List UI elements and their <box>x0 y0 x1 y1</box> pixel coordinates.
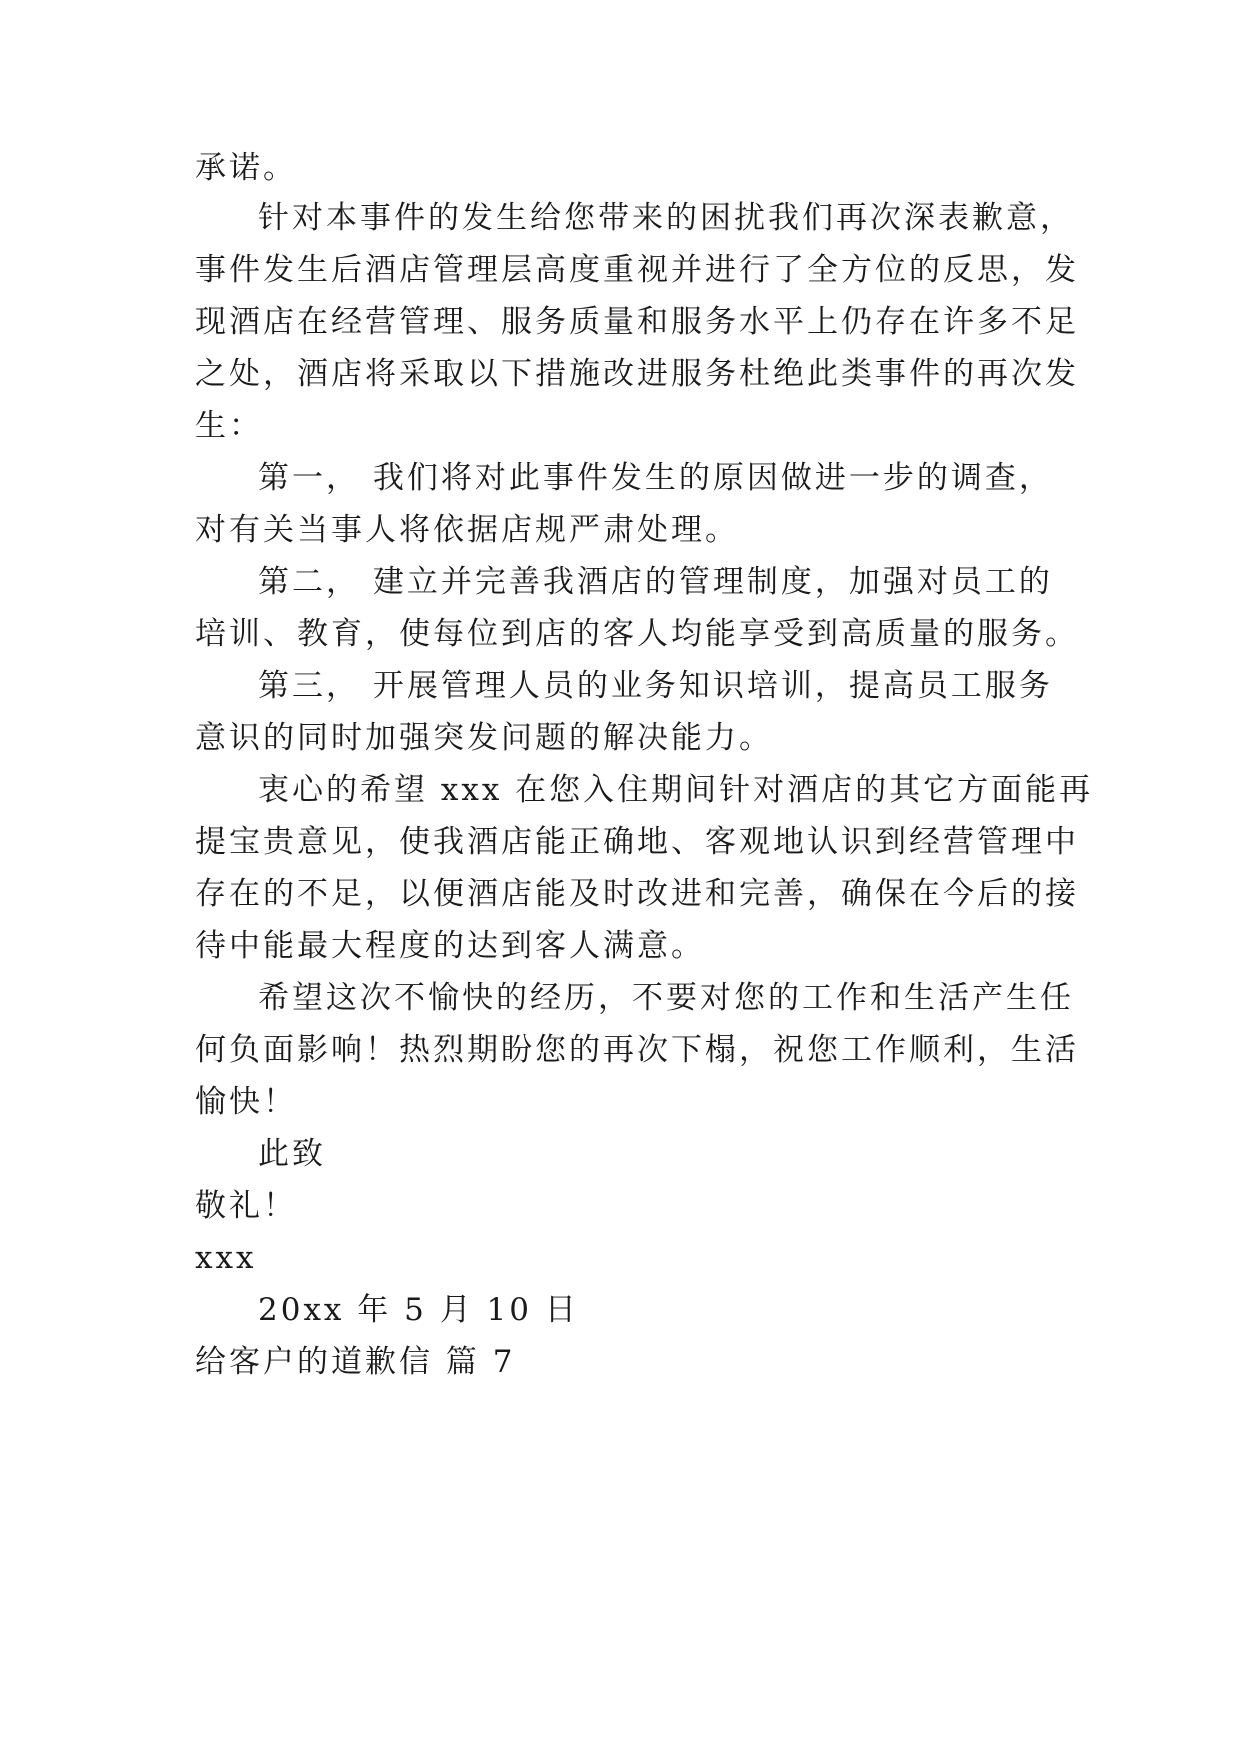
paragraph-line: 针对本事件的发生给您带来的困扰我们再次深表歉意， <box>258 200 1074 236</box>
closing-regards: 敬礼！ <box>195 1188 297 1224</box>
paragraph-line: 意识的同时加强突发问题的解决能力。 <box>195 720 773 756</box>
letter-date: 20xx 年 5 月 10 日 <box>258 1292 579 1328</box>
closing-salutation: 此致 <box>258 1136 326 1172</box>
paragraph-line: 之处，酒店将采取以下措施改进服务杜绝此类事件的再次发 <box>195 356 1079 392</box>
paragraph-line: 希望这次不愉快的经历，不要对您的工作和生活产生任 <box>258 980 1074 1016</box>
paragraph-line: 何负面影响！热烈期盼您的再次下榻，祝您工作顺利，生活 <box>195 1032 1079 1068</box>
paragraph-line: 生： <box>195 408 263 444</box>
paragraph-line: 提宝贵意见，使我酒店能正确地、客观地认识到经营管理中 <box>195 824 1079 860</box>
paragraph-line: 第二， 建立并完善我酒店的管理制度，加强对员工的 <box>258 564 1053 600</box>
paragraph-line: 衷心的希望 xxx 在您入住期间针对酒店的其它方面能再 <box>258 772 1094 808</box>
paragraph-line: 现酒店在经营管理、服务质量和服务水平上仍存在许多不足 <box>195 304 1079 340</box>
paragraph-line: 待中能最大程度的达到客人满意。 <box>195 928 705 964</box>
paragraph-line: 存在的不足，以便酒店能及时改进和完善，确保在今后的接 <box>195 876 1079 912</box>
paragraph-line: 愉快！ <box>195 1084 297 1120</box>
paragraph-line: 第三， 开展管理人员的业务知识培训，提高员工服务 <box>258 668 1053 704</box>
paragraph-line: 事件发生后酒店管理层高度重视并进行了全方位的反思，发 <box>195 252 1079 288</box>
paragraph-line: 承诺。 <box>195 150 297 186</box>
signature-name: xxx <box>195 1240 257 1276</box>
paragraph-line: 对有关当事人将依据店规严肃处理。 <box>195 512 739 548</box>
paragraph-line: 第一， 我们将对此事件发生的原因做进一步的调查， <box>258 460 1053 496</box>
section-heading: 给客户的道歉信 篇 7 <box>195 1344 516 1380</box>
paragraph-line: 培训、教育，使每位到店的客人均能享受到高质量的服务。 <box>195 616 1079 652</box>
